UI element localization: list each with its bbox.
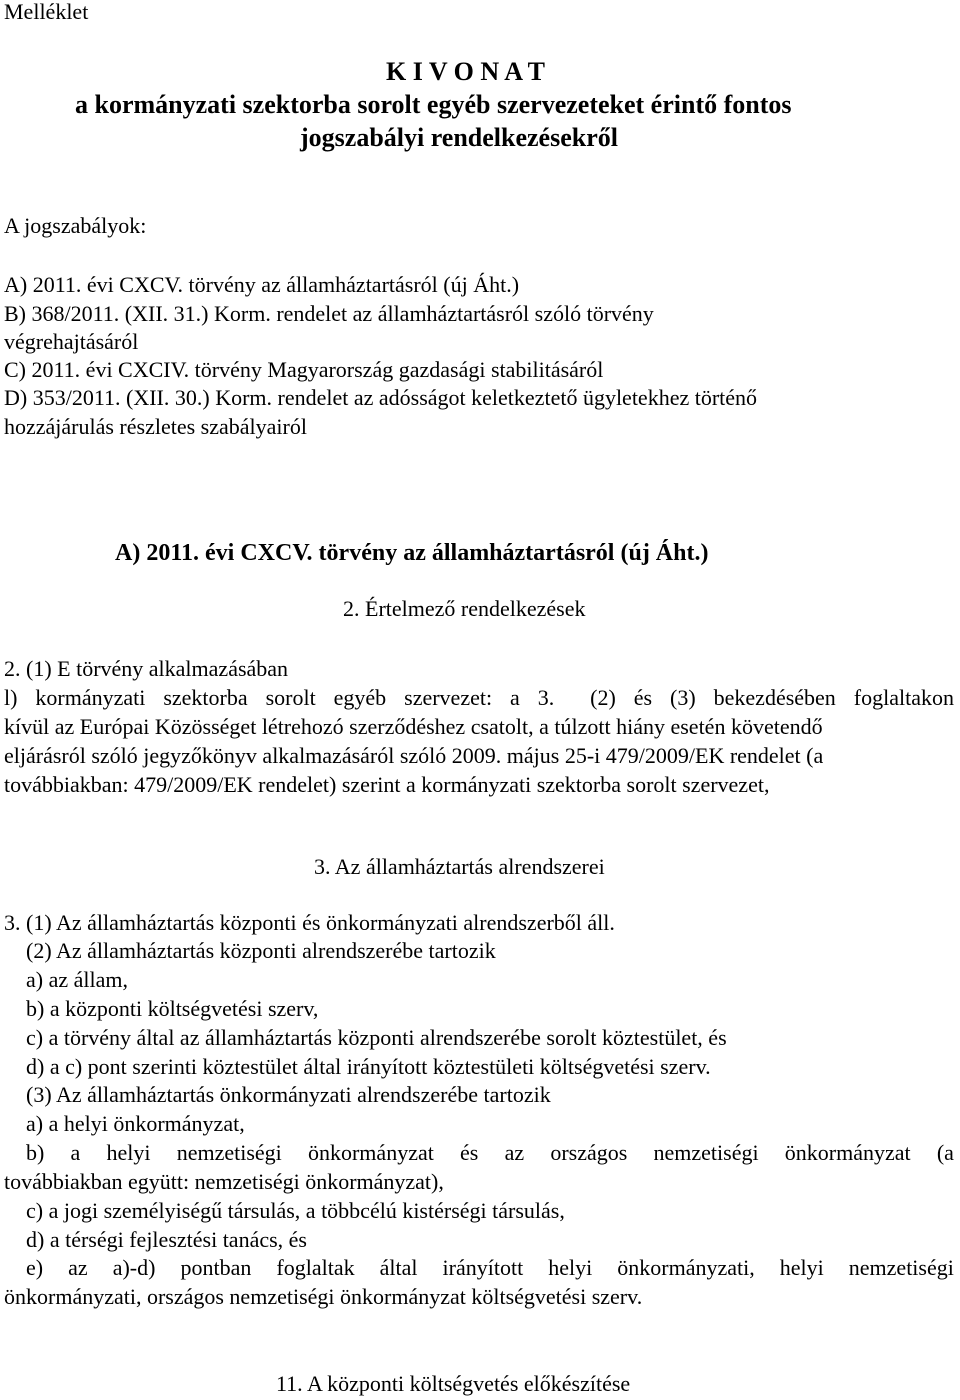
section-3-line-4: b) a központi költségvetési szerv, xyxy=(26,996,319,1021)
section-2-line-1-text-word: foglaltakon xyxy=(853,685,954,710)
laws-heading: A jogszabályok: xyxy=(4,213,147,238)
section-2-line-1 xyxy=(4,684,954,712)
section-3-line-9 xyxy=(26,1139,954,1167)
section-3-line-13-text-word: foglaltak xyxy=(276,1255,355,1280)
header-label: Melléklet xyxy=(4,0,89,24)
section-3-line-9-text-word: helyi xyxy=(106,1140,151,1165)
law-item-a: A) 2011. évi CXCV. törvény az államháztartásról (új Áht.) xyxy=(4,272,520,297)
section-3-line-13 xyxy=(26,1254,954,1282)
section-2-line-1-text-word: a xyxy=(510,685,520,710)
title-line-3: jogszabályi rendelkezésekről xyxy=(300,123,618,152)
section-a-heading: A) 2011. évi CXCV. törvény az államháztartásról (új Áht.) xyxy=(115,540,709,566)
section-3-line-13-text-word: nemzetiségi xyxy=(848,1255,954,1280)
law-item-c: C) 2011. évi CXCIV. törvény Magyarország gazdasági stabilitásáról xyxy=(4,357,604,382)
section-3-line-9-text-word: és xyxy=(460,1140,479,1165)
section-2-line-1-text-word: egyéb xyxy=(333,685,387,710)
section-2-line-1-text-word: szervezet: xyxy=(404,685,493,710)
section-3-line-13-text-word: irányított xyxy=(442,1255,524,1280)
section-2-line-1-text-word: l) xyxy=(4,685,18,710)
section-3-line-9-text-word: az xyxy=(504,1140,525,1165)
section-2-line-1-text-word: kormányzati xyxy=(35,685,146,710)
section-3-line-10: továbbiakban együtt: nemzetiségi önkormányzat), xyxy=(4,1169,444,1194)
section-2-line-1-text-word: 3. xyxy=(537,685,555,710)
title-line-2: a kormányzati szektorba sorolt egyéb szervezeteket érintő fontos xyxy=(75,90,792,119)
section-3-line-9-text-word: (a xyxy=(936,1140,954,1165)
section-3-line-13-text-word: az xyxy=(68,1255,88,1280)
section-3-line-9-text-word: országos xyxy=(550,1140,628,1165)
section-3-line-9-text-word: nemzetiségi xyxy=(176,1140,282,1165)
law-item-b: B) 368/2011. (XII. 31.) Korm. rendelet az államháztartásról szóló törvény xyxy=(4,301,654,326)
title-kivonat: K I V O N A T xyxy=(386,57,545,86)
section-3-line-7: (3) Az államháztartás önkormányzati alrendszerébe tartozik xyxy=(26,1082,551,1107)
section-3-line-13-text-word: önkormányzati, xyxy=(617,1255,755,1280)
section-2-line-1-text-word: szektorba xyxy=(163,685,248,710)
section-3-line-6: d) a c) pont szerinti köztestület által irányított köztestületi költségvetési szerv. xyxy=(26,1054,711,1079)
section-3-line-13-text-word: pontban xyxy=(180,1255,252,1280)
section-3-line-13-text-word: a)-d) xyxy=(112,1255,156,1280)
section-3-line-11: c) a jogi személyiségű társulás, a többcélú kistérségi társulás, xyxy=(26,1198,565,1223)
section-3-heading: 3. Az államháztartás alrendszerei xyxy=(314,854,605,879)
section-3-line-5: c) a törvény által az államháztartás központi alrendszerébe sorolt köztestület, és xyxy=(26,1025,727,1050)
law-item-b-cont: végrehajtásáról xyxy=(4,329,139,354)
section-2-line-1-text-word: bekezdésében xyxy=(713,685,836,710)
section-2-line-1-text-word: (2) xyxy=(590,685,616,710)
section-2-line-1-text-word: és xyxy=(633,685,653,710)
section-2-para-start: 2. (1) E törvény alkalmazásában xyxy=(4,656,289,681)
section-2-line-1-text-word: (3) xyxy=(670,685,696,710)
section-3-line-9-text-word: önkormányzat xyxy=(784,1140,911,1165)
section-3-line-9-text-word: nemzetiségi xyxy=(653,1140,759,1165)
section-3-line-3: a) az állam, xyxy=(26,967,128,992)
section-11-heading: 11. A központi költségvetés előkészítése xyxy=(276,1371,631,1396)
section-3-line-2: (2) Az államháztartás központi alrendszerébe tartozik xyxy=(26,938,496,963)
section-3-line-13-text-word: helyi xyxy=(548,1255,593,1280)
section-3-line-14: önkormányzati, országos nemzetiségi önkormányzat költségvetési szerv. xyxy=(4,1284,643,1309)
law-item-d: D) 353/2011. (XII. 30.) Korm. rendelet az adósságot keletkeztető ügyletekhez történő xyxy=(4,385,758,410)
section-2-heading: 2. Értelmező rendelkezések xyxy=(343,596,586,621)
section-3-line-12: d) a térségi fejlesztési tanács, és xyxy=(26,1227,307,1252)
section-3-line-1: 3. (1) Az államháztartás központi és önkormányzati alrendszerből áll. xyxy=(4,910,615,935)
section-3-line-8: a) a helyi önkormányzat, xyxy=(26,1111,245,1136)
section-3-line-9-text-word: önkormányzat xyxy=(307,1140,434,1165)
section-3-line-9-text-word: b) xyxy=(26,1140,45,1165)
section-3-line-13-text-word: által xyxy=(379,1255,418,1280)
law-item-d-cont: hozzájárulás részletes szabályairól xyxy=(4,414,307,439)
section-3-line-13-text-word: e) xyxy=(26,1255,44,1280)
section-2-line-4: továbbiakban: 479/2009/EK rendelet) szerint a kormányzati szektorba sorolt szervezet, xyxy=(4,772,770,797)
section-3-line-9-text-word: a xyxy=(70,1140,81,1165)
section-2-line-2: kívül az Európai Közösséget létrehozó szerződéshez csatolt, a túlzott hiány esetén követendő xyxy=(4,714,823,739)
section-2-line-3: eljárásról szóló jegyzőkönyv alkalmazásáról szóló 2009. május 25-i 479/2009/EK rendelet (a xyxy=(4,743,824,768)
section-2-line-1-text-word: sorolt xyxy=(265,685,316,710)
section-3-line-13-text-word: helyi xyxy=(779,1255,824,1280)
